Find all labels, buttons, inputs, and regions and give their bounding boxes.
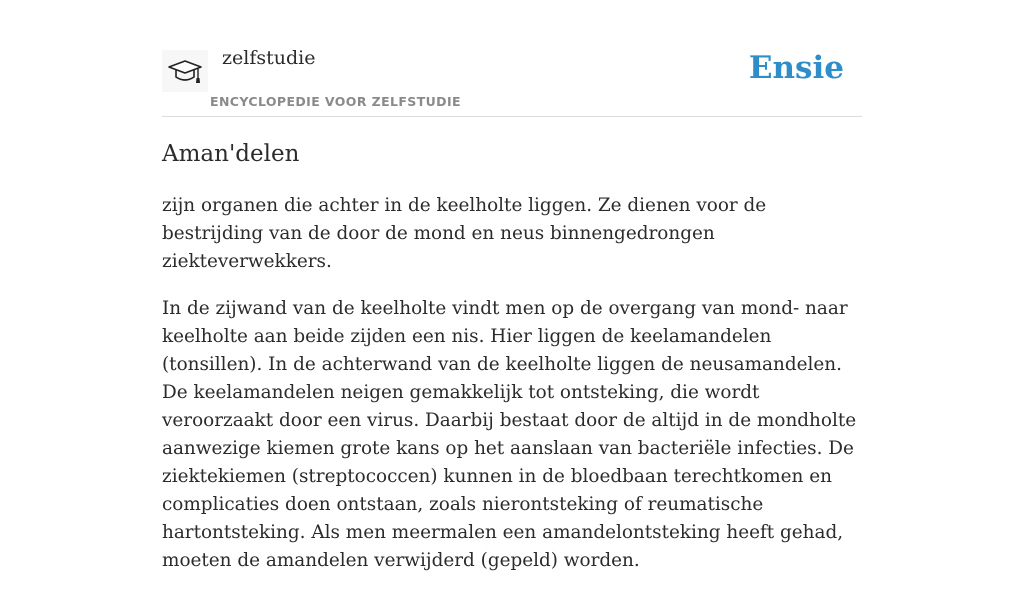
article-paragraph-2: In de zijwand van de keelholte vindt men op de overgang van mond- naar keelholte aan beide zijden een nis. Hier liggen de keelamandelen (tonsillen). In de achterwand van de keelholte liggen de neusamandelen. De keelamandelen neigen gemakkelijk tot ontsteking, die wordt veroorzaakt door een virus. Daarbij bestaat door de altijd in de mondholte aanwezige kiemen grote kans op het aanslaan van bacteriële infecties. De ziektekiemen (streptococcen) kunnen in de bloedbaan terechtkomen en complicaties doen ontstaan, zoals nierontsteking of reumatische hartontsteking. Als men meermalen een amandelontsteking heeft gehad, moeten de amandelen verwijderd (gepeld) worden.: [162, 298, 857, 571]
site-header: [162, 40, 862, 117]
ensie-logo-link[interactable]: Ensie: [748, 50, 844, 86]
article-title: Aman'delen: [162, 141, 300, 167]
graduation-cap-icon: [167, 58, 203, 86]
article-paragraph-1: zijn organen die achter in de keelholte liggen. Ze dienen voor de bestrijding van de door de mond en neus binnengedrongen ziekteverwekkers.: [162, 195, 767, 272]
book-logo[interactable]: [162, 50, 208, 92]
article: [162, 138, 862, 594]
book-subtitle: ENCYCLOPEDIE VOOR ZELFSTUDIE: [210, 94, 461, 109]
book-name-link[interactable]: zelfstudie: [222, 47, 316, 69]
